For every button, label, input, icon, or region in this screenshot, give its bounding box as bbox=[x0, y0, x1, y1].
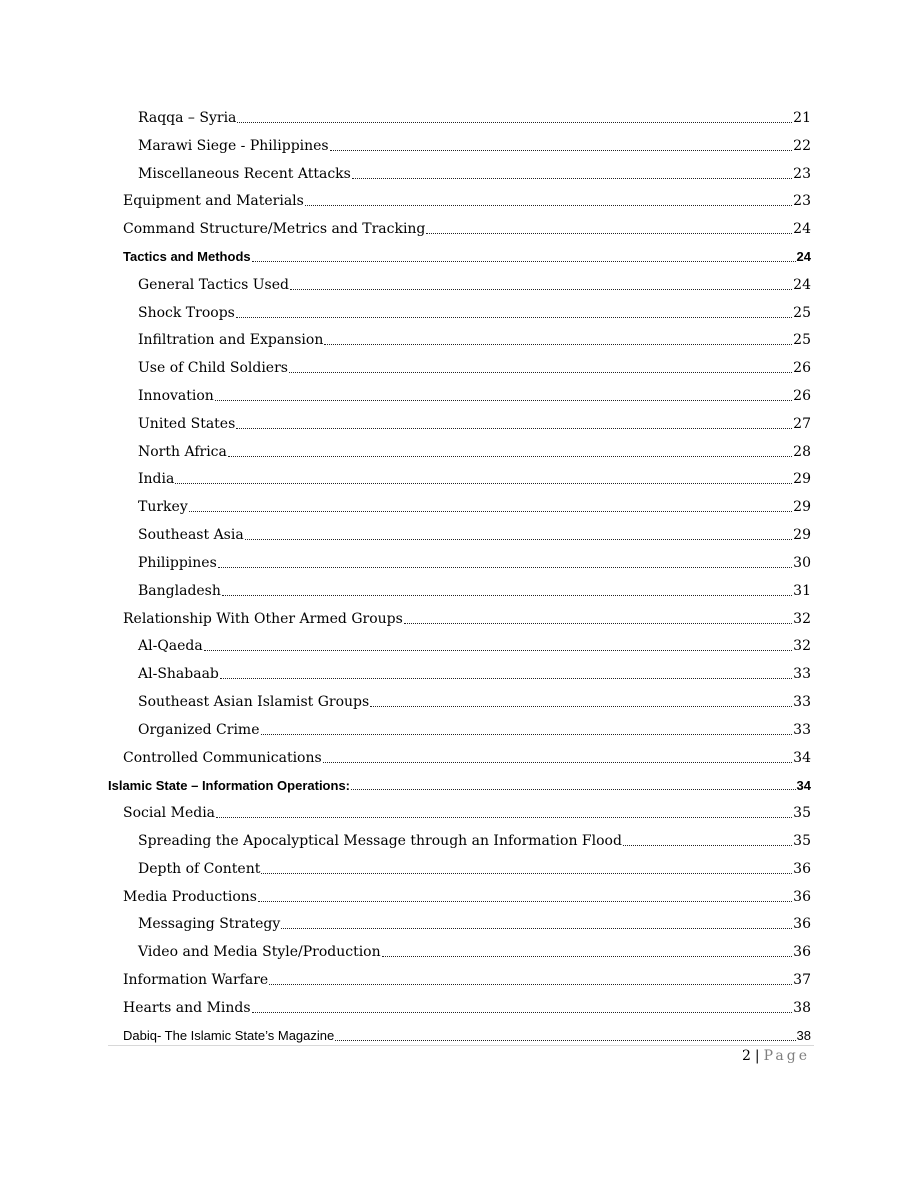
dot-leader bbox=[222, 594, 792, 596]
dot-leader bbox=[215, 399, 792, 401]
toc-entry-page-number: 21 bbox=[793, 109, 811, 126]
dot-leader bbox=[352, 177, 792, 179]
toc-entry[interactable] bbox=[108, 466, 811, 494]
toc-entry-page-number: 26 bbox=[793, 360, 811, 377]
dot-leader bbox=[258, 900, 792, 902]
toc-entry[interactable] bbox=[108, 577, 811, 605]
toc-entry-page-number: 36 bbox=[793, 888, 811, 905]
toc-entry-page-number: 36 bbox=[793, 916, 811, 933]
toc-entry-page-number: 23 bbox=[793, 165, 811, 182]
toc-entry-title: Depth of Content bbox=[138, 860, 261, 877]
toc-entry-page-number: 35 bbox=[793, 833, 811, 850]
toc-entry-title: Dabiq- The Islamic State’s Magazine bbox=[123, 1028, 335, 1044]
toc-entry[interactable] bbox=[108, 883, 811, 911]
toc-entry-title: Video and Media Style/Production bbox=[138, 944, 381, 961]
toc-entry[interactable] bbox=[108, 549, 811, 577]
dot-leader bbox=[218, 566, 792, 568]
toc-entry-page-number: 34 bbox=[793, 749, 811, 766]
toc-entry[interactable] bbox=[108, 160, 811, 188]
page-number: 2 bbox=[741, 1048, 751, 1064]
dot-leader bbox=[228, 455, 792, 457]
toc-entry-page-number: 33 bbox=[793, 693, 811, 710]
toc-entry-title: Relationship With Other Armed Groups bbox=[123, 610, 403, 627]
dot-leader bbox=[290, 288, 792, 290]
toc-entry[interactable] bbox=[108, 994, 811, 1022]
toc-entry-page-number: 36 bbox=[793, 944, 811, 961]
dot-leader bbox=[204, 649, 792, 651]
dot-leader bbox=[382, 955, 793, 957]
toc-entry-page-number: 29 bbox=[793, 471, 811, 488]
toc-entry-page-number: 25 bbox=[793, 332, 811, 349]
toc-entry-page-number: 38 bbox=[793, 999, 811, 1016]
dot-leader bbox=[623, 844, 792, 846]
dot-leader bbox=[323, 761, 792, 763]
toc-entry-page-number: 25 bbox=[793, 304, 811, 321]
dot-leader bbox=[370, 705, 792, 707]
toc-entry-title: Marawi Siege - Philippines bbox=[138, 137, 329, 154]
dot-leader bbox=[252, 260, 796, 262]
toc-entry-page-number: 30 bbox=[793, 554, 811, 571]
toc-entry-page-number: 22 bbox=[793, 137, 811, 154]
toc-entry-title: Information Warfare bbox=[123, 972, 269, 989]
toc-entry[interactable] bbox=[108, 327, 811, 355]
toc-entry-title: Al-Qaeda bbox=[138, 638, 203, 655]
toc-entry-title: Messaging Strategy bbox=[138, 916, 281, 933]
toc-entry[interactable] bbox=[108, 354, 811, 382]
toc-entry[interactable] bbox=[108, 827, 811, 855]
toc-entry[interactable] bbox=[108, 438, 811, 466]
toc-entry-page-number: 24 bbox=[793, 276, 811, 293]
toc-entry-page-number: 38 bbox=[796, 1028, 811, 1044]
toc-entry[interactable] bbox=[108, 688, 811, 716]
toc-entry[interactable] bbox=[108, 132, 811, 160]
dot-leader bbox=[220, 677, 792, 679]
toc-entry-title: Innovation bbox=[138, 388, 214, 405]
toc-entry-title: Social Media bbox=[123, 805, 216, 822]
toc-entry[interactable] bbox=[108, 521, 811, 549]
toc-entry[interactable] bbox=[108, 744, 811, 772]
dot-leader bbox=[252, 1011, 793, 1013]
toc-entry-page-number: 26 bbox=[793, 388, 811, 405]
toc-entry-title: Organized Crime bbox=[138, 721, 260, 738]
toc-entry-title: Command Structure/Metrics and Tracking bbox=[123, 221, 426, 238]
toc-entry[interactable] bbox=[108, 660, 811, 688]
toc-entry-title: Al-Shabaab bbox=[138, 666, 219, 683]
dot-leader bbox=[269, 983, 792, 985]
toc-entry-page-number: 36 bbox=[793, 860, 811, 877]
dot-leader bbox=[330, 149, 793, 151]
dot-leader bbox=[245, 538, 792, 540]
toc-entry-title: Media Productions bbox=[123, 888, 257, 905]
page-footer bbox=[742, 1048, 810, 1064]
toc-entry[interactable] bbox=[108, 772, 811, 800]
toc-entry-title: Tactics and Methods bbox=[123, 249, 251, 265]
toc-entry[interactable] bbox=[108, 271, 811, 299]
toc-entry-page-number: 32 bbox=[793, 610, 811, 627]
footer-separator: | bbox=[754, 1048, 760, 1064]
toc-entry-title: India bbox=[138, 471, 175, 488]
toc-entry-title: Southeast Asia bbox=[138, 527, 244, 544]
toc-entry[interactable] bbox=[108, 716, 811, 744]
toc-entry-page-number: 35 bbox=[793, 805, 811, 822]
toc-entry-page-number: 32 bbox=[793, 638, 811, 655]
toc-entry[interactable] bbox=[108, 966, 811, 994]
dot-leader bbox=[281, 927, 792, 929]
toc-entry-page-number: 29 bbox=[793, 527, 811, 544]
footer-divider bbox=[108, 1045, 814, 1046]
toc-entry[interactable] bbox=[108, 187, 811, 215]
toc-entry-page-number: 28 bbox=[793, 443, 811, 460]
toc-entry-title: Philippines bbox=[138, 554, 217, 571]
toc-entry-title: Turkey bbox=[138, 499, 188, 516]
dot-leader bbox=[261, 733, 793, 735]
toc-entry-title: Southeast Asian Islamist Groups bbox=[138, 693, 370, 710]
dot-leader bbox=[261, 872, 792, 874]
toc-entry-page-number: 34 bbox=[796, 777, 811, 793]
toc-entry[interactable] bbox=[108, 299, 811, 327]
dot-leader bbox=[426, 232, 792, 234]
dot-leader bbox=[236, 316, 792, 318]
dot-leader bbox=[404, 622, 792, 624]
table-of-contents bbox=[108, 104, 811, 1050]
toc-entry-page-number: 33 bbox=[793, 721, 811, 738]
toc-entry-title: Use of Child Soldiers bbox=[138, 360, 288, 377]
dot-leader bbox=[335, 1039, 795, 1041]
toc-entry-title: Bangladesh bbox=[138, 582, 221, 599]
toc-entry-title: North Africa bbox=[138, 443, 227, 460]
dot-leader bbox=[324, 343, 792, 345]
toc-entry[interactable] bbox=[108, 382, 811, 410]
dot-leader bbox=[351, 788, 796, 790]
toc-entry-title: Miscellaneous Recent Attacks bbox=[138, 165, 351, 182]
toc-entry-page-number: 27 bbox=[793, 415, 811, 432]
toc-entry[interactable] bbox=[108, 632, 811, 660]
toc-entry-page-number: 37 bbox=[793, 972, 811, 989]
toc-entry[interactable] bbox=[108, 799, 811, 827]
toc-entry-title: Controlled Communications bbox=[123, 749, 322, 766]
toc-entry[interactable] bbox=[108, 243, 811, 271]
toc-entry-page-number: 24 bbox=[793, 221, 811, 238]
toc-entry-page-number: 23 bbox=[793, 193, 811, 210]
page-label: Page bbox=[763, 1048, 810, 1064]
dot-leader bbox=[175, 482, 792, 484]
toc-entry[interactable] bbox=[108, 938, 811, 966]
dot-leader bbox=[289, 371, 792, 373]
toc-entry-title: Spreading the Apocalyptical Message through an Information Flood bbox=[138, 833, 622, 850]
toc-entry-title: Raqqa – Syria bbox=[138, 109, 237, 126]
toc-entry-title: United States bbox=[138, 415, 236, 432]
toc-entry[interactable] bbox=[108, 605, 811, 633]
dot-leader bbox=[189, 510, 792, 512]
toc-entry-title: Hearts and Minds bbox=[123, 999, 251, 1016]
toc-entry[interactable] bbox=[108, 493, 811, 521]
toc-entry-title: Islamic State – Information Operations: bbox=[108, 777, 350, 793]
dot-leader bbox=[305, 204, 792, 206]
toc-entry[interactable] bbox=[108, 855, 811, 883]
toc-entry-page-number: 24 bbox=[796, 249, 811, 265]
toc-entry-page-number: 33 bbox=[793, 666, 811, 683]
dot-leader bbox=[236, 427, 792, 429]
toc-entry-title: General Tactics Used bbox=[138, 276, 289, 293]
dot-leader bbox=[237, 121, 792, 123]
toc-entry-title: Shock Troops bbox=[138, 304, 235, 321]
toc-entry[interactable] bbox=[108, 104, 811, 132]
toc-entry-title: Infiltration and Expansion bbox=[138, 332, 324, 349]
toc-entry-page-number: 31 bbox=[793, 582, 811, 599]
toc-entry-page-number: 29 bbox=[793, 499, 811, 516]
toc-entry[interactable] bbox=[108, 410, 811, 438]
dot-leader bbox=[216, 816, 792, 818]
toc-entry[interactable] bbox=[108, 911, 811, 939]
toc-entry-title: Equipment and Materials bbox=[123, 193, 304, 210]
toc-entry[interactable] bbox=[108, 215, 811, 243]
